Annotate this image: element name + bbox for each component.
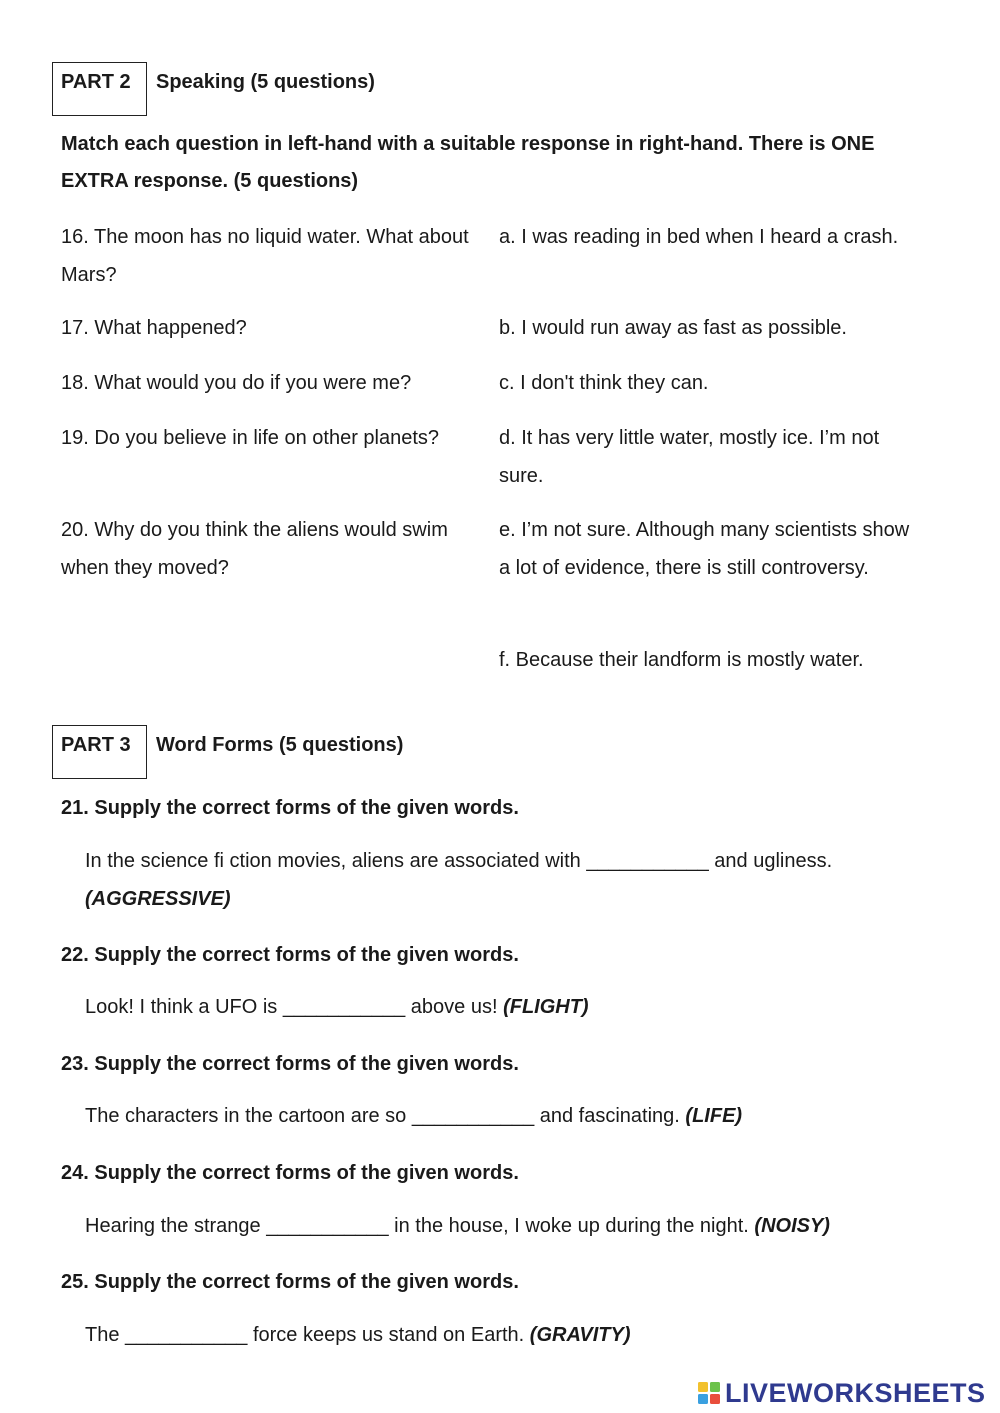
item-24-heading: 24. Supply the correct forms of the given words.: [61, 1162, 519, 1184]
part2-label: PART 2: [61, 71, 131, 93]
question-19: 19. Do you believe in life on other planets?: [61, 427, 440, 449]
item-23-heading: 23. Supply the correct forms of the given words.: [61, 1053, 519, 1075]
item-23-text-after: and fascinating.: [534, 1105, 686, 1127]
item-23-sentence: [85, 1098, 945, 1136]
item-24-text-after: in the house, I woke up during the night.: [388, 1215, 755, 1237]
item-24-hint: (NOISY): [754, 1215, 830, 1237]
item-24-text-before: Hearing the strange: [85, 1215, 267, 1237]
response-b: b. I would run away as fast as possible.: [499, 317, 847, 339]
item-25-text-after: force keeps us stand on Earth.: [247, 1324, 530, 1346]
item-22-hint: (FLIGHT): [503, 996, 589, 1018]
item-24-sentence: [85, 1208, 945, 1246]
item-21-text-after: and ugliness.: [708, 850, 833, 872]
liveworksheets-logo[interactable]: [697, 1378, 986, 1408]
item-25-sentence: [85, 1317, 945, 1355]
question-20: 20. Why do you think the aliens would swim when they moved?: [61, 519, 448, 579]
item-21-sentence: [85, 843, 945, 918]
item-23-text-before: The characters in the cartoon are so: [85, 1105, 412, 1127]
part3-title: Word Forms (5 questions): [156, 734, 404, 756]
item-21-heading: 21. Supply the correct forms of the given words.: [61, 797, 519, 819]
response-c: c. I don't think they can.: [499, 372, 709, 394]
item-25-heading: 25. Supply the correct forms of the given words.: [61, 1271, 519, 1293]
item-21-hint: (AGGRESSIVE): [85, 887, 231, 910]
response-d: d. It has very little water, mostly ice. I’m not sure.: [499, 427, 880, 487]
item-22-blank[interactable]: ___________: [282, 996, 406, 1018]
item-21-text-before: In the science fi ction movies, aliens are associated with: [85, 850, 587, 872]
liveworksheets-logo-icon: [697, 1380, 721, 1406]
item-23-hint: (LIFE): [685, 1105, 743, 1127]
question-16: 16. The moon has no liquid water. What about Mars?: [61, 226, 469, 286]
item-25-text-before: The: [85, 1324, 126, 1346]
item-22-text-after: above us!: [405, 996, 504, 1018]
liveworksheets-logo-text: LIVEWORKSHEETS: [725, 1378, 986, 1408]
item-22-heading: 22. Supply the correct forms of the given words.: [61, 944, 519, 966]
response-e: e. I’m not sure. Although many scientists show a lot of evidence, there is still controversy.: [499, 519, 910, 579]
part3-label: PART 3: [61, 734, 131, 756]
item-21-blank[interactable]: ___________: [586, 850, 709, 872]
part2-instruction: Match each question in left-hand with a suitable response in right-hand. There is ONE EXTRA response. (5 questions): [61, 133, 875, 192]
question-17: 17. What happened?: [61, 317, 247, 339]
item-25-blank[interactable]: ___________: [125, 1324, 248, 1346]
response-f: f. Because their landform is mostly water.: [499, 649, 864, 671]
response-a: a. I was reading in bed when I heard a crash.: [499, 226, 899, 248]
question-18: 18. What would you do if you were me?: [61, 372, 412, 394]
item-22-text-before: Look! I think a UFO is: [85, 996, 283, 1018]
item-22-sentence: [85, 989, 945, 1027]
item-23-blank[interactable]: ___________: [411, 1105, 535, 1127]
item-25-hint: (GRAVITY): [529, 1324, 631, 1346]
item-24-blank[interactable]: ___________: [266, 1215, 389, 1237]
part2-title: Speaking (5 questions): [156, 71, 375, 93]
